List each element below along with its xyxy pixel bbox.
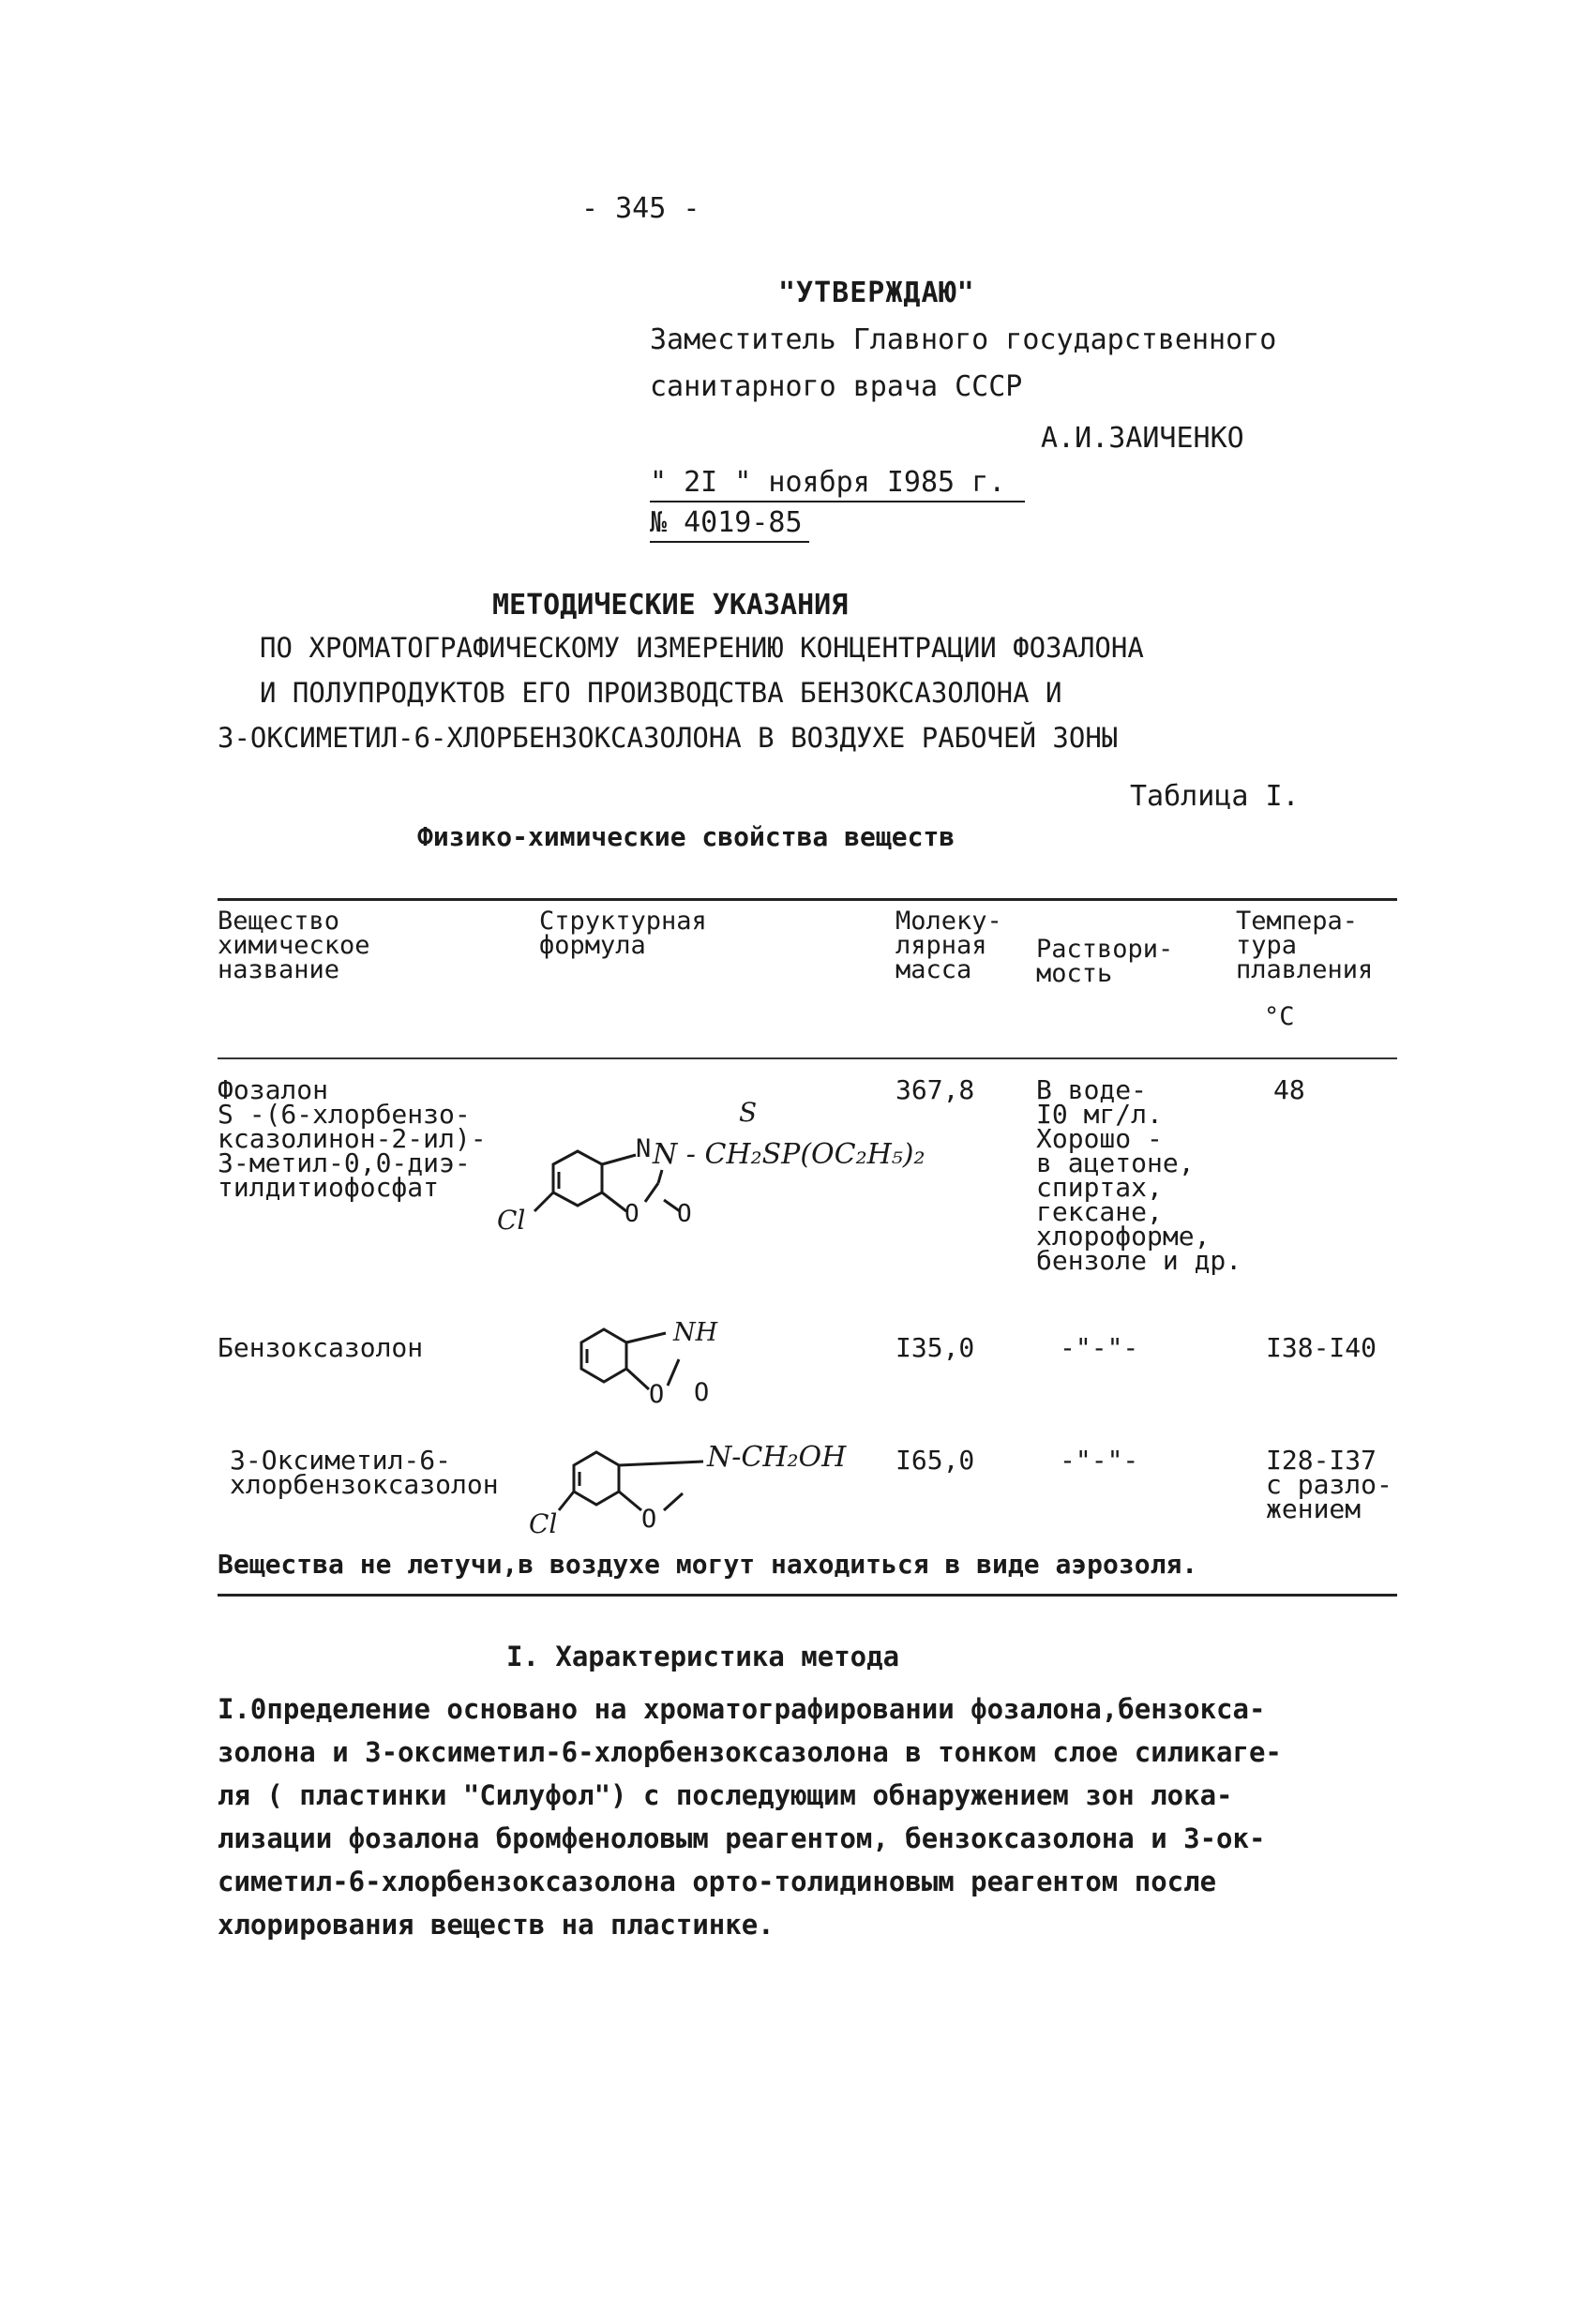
row2-formula-nh: NH <box>673 1318 718 1347</box>
row1-temperature: 48 <box>1273 1074 1305 1105</box>
row1-formula-ring-o: O <box>624 1200 640 1228</box>
table-header-rule <box>218 1057 1397 1059</box>
table-top-rule <box>218 898 1397 901</box>
header-temperature-unit: °С <box>1264 1002 1295 1031</box>
title-line3: И ПОЛУПРОДУКТОВ ЕГО ПРОИЗВОДСТВА БЕНЗОКСАЗОЛОНА И <box>260 677 1062 709</box>
row3-solubility: -"-"- <box>1060 1445 1139 1476</box>
row1-mass: 367,8 <box>895 1074 975 1105</box>
row1-formula-s: S <box>739 1097 758 1128</box>
table-note: Вещества не летучи,в воздухе могут находиться в виде аэрозоля. <box>218 1549 1198 1580</box>
approval-name: А.И.ЗАИЧЕНКО <box>1041 422 1244 455</box>
section-title: I. Характеристика метода <box>506 1641 900 1672</box>
header-mass: Молеку- лярная масса <box>895 907 1002 984</box>
header-temperature: Темпера- тура плавления <box>1236 907 1374 984</box>
row1-substance: Фозалон S -(6-хлорбензо- ксазолинон-2-ил)- 3-метил-0,0-диэ- тилдитиофосфат <box>218 1074 487 1203</box>
row2-mass: I35,0 <box>895 1332 975 1363</box>
paragraph-line: лизации фозалона бромфеноловым реагентом, бензоксазолона и 3-ок- <box>218 1822 1266 1854</box>
row3-substance: 3-Оксиметил-6- хлорбензоксазолон <box>230 1445 499 1500</box>
row1-solubility: В воде- I0 мг/л. Хорошо - в ацетоне, спиртах, гексане, хлороформе, бензоле и др. <box>1036 1074 1242 1276</box>
row1-formula-n: N <box>636 1134 652 1163</box>
table-caption: Физико-химические свойства веществ <box>417 821 955 852</box>
row3-mass: I65,0 <box>895 1445 975 1476</box>
row3-structural-formula <box>525 1420 881 1542</box>
paragraph-line: симетил-6-хлорбензоксазолона орто-толидиновым реагентом после <box>218 1866 1217 1897</box>
row2-solubility: -"-"- <box>1060 1332 1139 1363</box>
header-substance: Вещество химическое название <box>218 907 370 984</box>
row1-formula-cl: Cl <box>497 1205 526 1236</box>
approval-number: № 4019-85 <box>650 506 809 543</box>
title-line2: ПО ХРОМАТОГРАФИЧЕСКОМУ ИЗМЕРЕНИЮ КОНЦЕНТРАЦИИ ФОЗАЛОНА <box>260 632 1144 664</box>
header-solubility: Раствори- мость <box>1036 935 1174 988</box>
row2-temperature: I38-I40 <box>1266 1332 1377 1363</box>
header-formula: Структурная формула <box>539 907 707 960</box>
approval-position-line2: санитарного врача СССР <box>650 370 1023 403</box>
table-label: Таблица I. <box>1130 780 1300 813</box>
row1-formula-chain: N - CH₂SP(OC₂H₅)₂ <box>653 1138 925 1171</box>
approval-position-line1: Заместитель Главного государственного <box>650 323 1277 356</box>
row2-formula-ring-o: O <box>649 1380 665 1409</box>
section-paragraph <box>218 1687 1399 1946</box>
approval-date: " 2I " ноября I985 г. <box>650 466 1025 502</box>
row2-substance: Бензоксазолон <box>218 1332 424 1363</box>
paragraph-line: золона и 3-оксиметил-6-хлорбензоксазолона в тонком слое силикаге- <box>218 1736 1282 1768</box>
row3-formula-chain: N-CH₂OH <box>707 1441 847 1474</box>
row3-temperature: I28-I37 с разло- жением <box>1266 1445 1392 1524</box>
row2-structural-formula <box>563 1305 806 1408</box>
approval-heading: "УТВЕРЖДАЮ" <box>778 277 975 309</box>
paragraph-line: I.0пределение основано на хроматографировании фозалона,бензокса- <box>218 1693 1266 1725</box>
fozalon-structure-drawing <box>497 1106 928 1247</box>
oxymethyl-structure-drawing <box>525 1420 881 1542</box>
row1-formula-keto-o: O <box>677 1200 692 1228</box>
row1-structural-formula <box>497 1097 928 1247</box>
title-line4: 3-ОКСИМЕТИЛ-6-ХЛОРБЕНЗОКСАЗОЛОНА В ВОЗДУХЕ РАБОЧЕЙ ЗОНЫ <box>218 722 1119 754</box>
paragraph-line: хлорирования веществ на пластинке. <box>218 1909 775 1941</box>
paragraph-line: ля ( пластинки "Силуфол") с последующим обнаружением зон лока- <box>218 1779 1233 1811</box>
page-number: - 345 - <box>581 192 700 225</box>
table-bottom-rule <box>218 1594 1397 1597</box>
title-line1: МЕТОДИЧЕСКИЕ УКАЗАНИЯ <box>492 589 849 622</box>
row2-formula-keto-o: O <box>694 1378 710 1407</box>
row3-formula-cl: Cl <box>529 1508 558 1539</box>
row3-formula-ring-o: O <box>641 1505 657 1534</box>
